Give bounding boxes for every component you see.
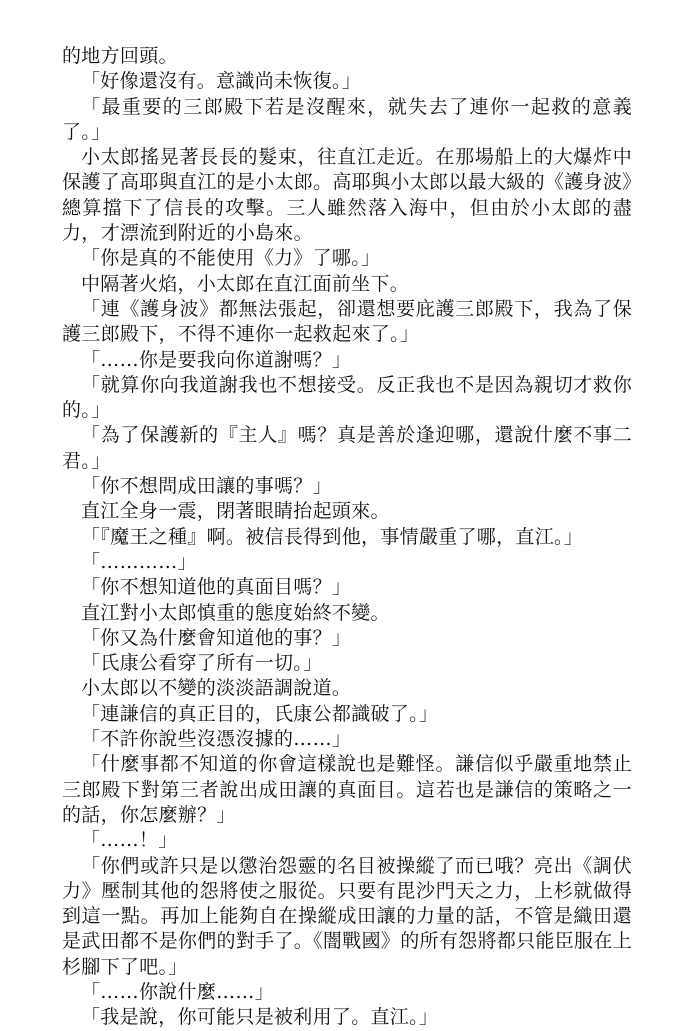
paragraph: 「不許你說些沒憑沒據的……」 (81, 728, 352, 751)
paragraph: 小太郎搖晃著長長的髮束，往直江走近。在那場船上的大爆炸中保護了高耶與直江的是小太郎。高耶與小太郎以最大級的《護身波》總算擋下了信長的攻擊。三人雖然落入海中，但由於小太郎的盡力，才漂流到附近的小島來。 (62, 146, 632, 245)
paragraph: 「『魔王之種』啊。被信長得到他，事情嚴重了哪，直江。」 (81, 525, 584, 548)
paragraph: 「連謙信的真正目的，氏康公都識破了。」 (81, 702, 439, 725)
paragraph: 「你們或許只是以懲治怨靈的名目被操縱了而已哦？亮出《調伏力》壓制其他的怨將使之服從。只要有毘沙門天之力，上杉就做得到這一點。再加上能夠自在操縱成田讓的力量的話，不管是織田還是武田都不是你們的對手了。《闇戰國》的所有怨將都只能臣服在上杉腳下了吧。」 (62, 854, 632, 978)
paragraph: 「好像還沒有。意識尚未恢復。」 (81, 70, 362, 93)
paragraph: 「……你是要我向你道謝嗎？」 (81, 348, 352, 371)
paragraph: 「為了保護新的『主人』嗎？真是善於逢迎哪，還說什麼不事二君。」 (62, 424, 632, 472)
paragraph: 「就算你向我道謝我也不想接受。反正我也不是因為親切才救你的。」 (62, 373, 632, 422)
paragraph: 小太郎以不變的淡淡語調說道。 (81, 677, 352, 700)
paragraph: 「連《護身波》都無法張起，卻還想要庇護三郎殿下，我為了保護三郎殿下，不得不連你一起救起來了。」 (62, 297, 632, 346)
paragraph: 「我是說，你可能只是被利用了。直江。」 (81, 1006, 439, 1029)
paragraph: 「什麼事都不知道的你會這樣說也是難怪。謙信似乎嚴重地禁止三郎殿下對第三者說出成田讓的真面目。這若也是謙信的策略之一的話，你怎麼辦？」 (62, 753, 632, 826)
paragraph: 的地方回頭。 (62, 45, 178, 67)
paragraph: 「你是真的不能使用《力》了哪。」 (81, 247, 381, 270)
paragraph: 「你不想問成田讓的事嗎？」 (81, 475, 332, 498)
paragraph: 「你不想知道他的真面目嗎？」 (81, 576, 352, 599)
paragraph: 中隔著火焰，小太郎在直江面前坐下。 (81, 272, 410, 295)
paragraph: 「氏康公看穿了所有一切。」 (81, 652, 323, 675)
paragraph: 「……你說什麼……」 (81, 980, 275, 1003)
paragraph: 「……！」 (81, 829, 178, 852)
paragraph: 「你又為什麼會知道他的事？」 (81, 626, 352, 649)
paragraph: 「最重要的三郎殿下若是沒醒來，就失去了連你一起救的意義了。」 (62, 95, 632, 143)
paragraph: 「…………」 (81, 550, 197, 573)
paragraph: 直江全身一震，閉著眼睛抬起頭來。 (81, 500, 390, 523)
paragraph: 直江對小太郎慎重的態度始終不變。 (81, 601, 390, 624)
page-text (62, 44, 632, 1031)
